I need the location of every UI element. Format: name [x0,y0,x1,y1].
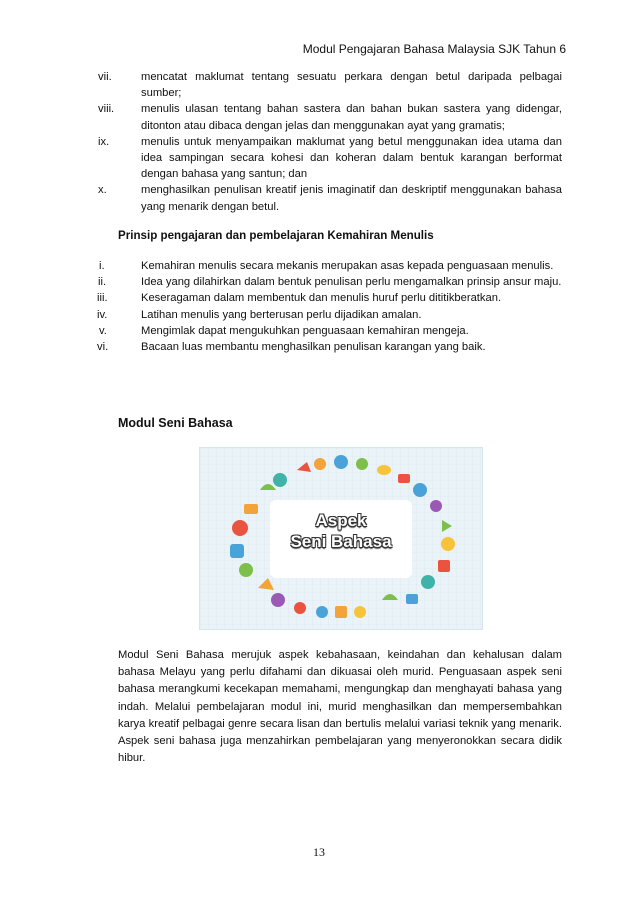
item-text: Latihan menulis yang berterusan perlu dijadikan amalan. [141,308,422,321]
page-header: Modul Pengajaran Bahasa Malaysia SJK Tahun 6 [302,42,566,56]
item-number: vi. [97,341,109,354]
item-number: i. [99,260,105,272]
item-text: menghasilkan penulisan kreatif jenis imaginatif dan deskriptif menggunakan bahasa yang menarik dengan betul. [141,184,562,213]
item-number: x. [98,184,107,197]
list-item [98,101,562,133]
item-number: iii. [97,292,108,305]
figure-title-line1: Aspek [315,511,367,530]
list-item [98,69,562,101]
list-item [97,307,562,323]
page-number: 13 [313,845,325,859]
list-item [98,134,562,183]
item-number: ii. [98,276,107,289]
figure-title-line2: Seni Bahasa [290,532,392,551]
item-number: ix. [98,135,110,148]
list-item [99,323,562,339]
body-paragraph: Modul Seni Bahasa merujuk aspek kebahasaan, keindahan dan kehalusan dalam bahasa Melayu yang perlu difahami dan dikuasai oleh murid. Penguasaan aspek seni bahasa merangkumi kecekapan memahami, mengungkap dan menghayati bahasa yang indah. Melalui pembelajaran modul ini, murid menghasilkan dan mempersembahkan karya kreatif pelbagai genre secara lisan dan bertulis melalui variasi teknik yang menarik. Aspek seni bahasa juga menzahirkan pembelajaran yang menyeronokkan secara didik hibur. [118,649,562,765]
item-number: iv. [97,308,108,321]
item-text: mencatat maklumat tentang sesuatu perkara dengan betul daripada pelbagai sumber; [141,71,562,100]
item-text: Mengimlak dapat mengukuhkan penguasaan kemahiran mengeja. [141,324,469,337]
objective-list [98,69,562,215]
figure-title [200,510,482,552]
item-number: vii. [98,71,112,83]
item-number: v. [99,324,107,337]
principle-list [97,258,562,355]
item-number: viii. [98,103,115,116]
list-item [98,182,562,214]
list-item [98,274,562,290]
section-heading: Modul Seni Bahasa [118,416,233,430]
item-text: Bacaan luas membantu menghasilkan penulisan karangan yang baik. [141,341,486,354]
item-text: Idea yang dilahirkan dalam bentuk penulisan perlu mengamalkan prinsip ansur maju. [141,276,562,289]
section-heading: Prinsip pengajaran dan pembelajaran Kemahiran Menulis [118,229,434,242]
item-text: Kemahiran menulis secara mekanis merupakan asas kepada penguasaan menulis. [141,260,554,272]
list-item [97,339,562,355]
item-text: menulis ulasan tentang bahan sastera dan bahan bukan sastera yang didengar, ditonton atau dibaca dengan jelas dan menggunakan ayat yang gramatis; [141,103,562,132]
item-text: menulis untuk menyampaikan maklumat yang betul menggunakan idea utama dan idea sampingan secara kohesi dan koheran dalam bentuk karangan berformat dengan bahasa yang santun; dan [141,135,562,181]
item-text: Keseragaman dalam membentuk dan menulis huruf perlu dititikberatkan. [141,292,502,305]
list-item [97,290,562,306]
seni-bahasa-illustration [199,447,483,630]
list-item [99,258,562,274]
